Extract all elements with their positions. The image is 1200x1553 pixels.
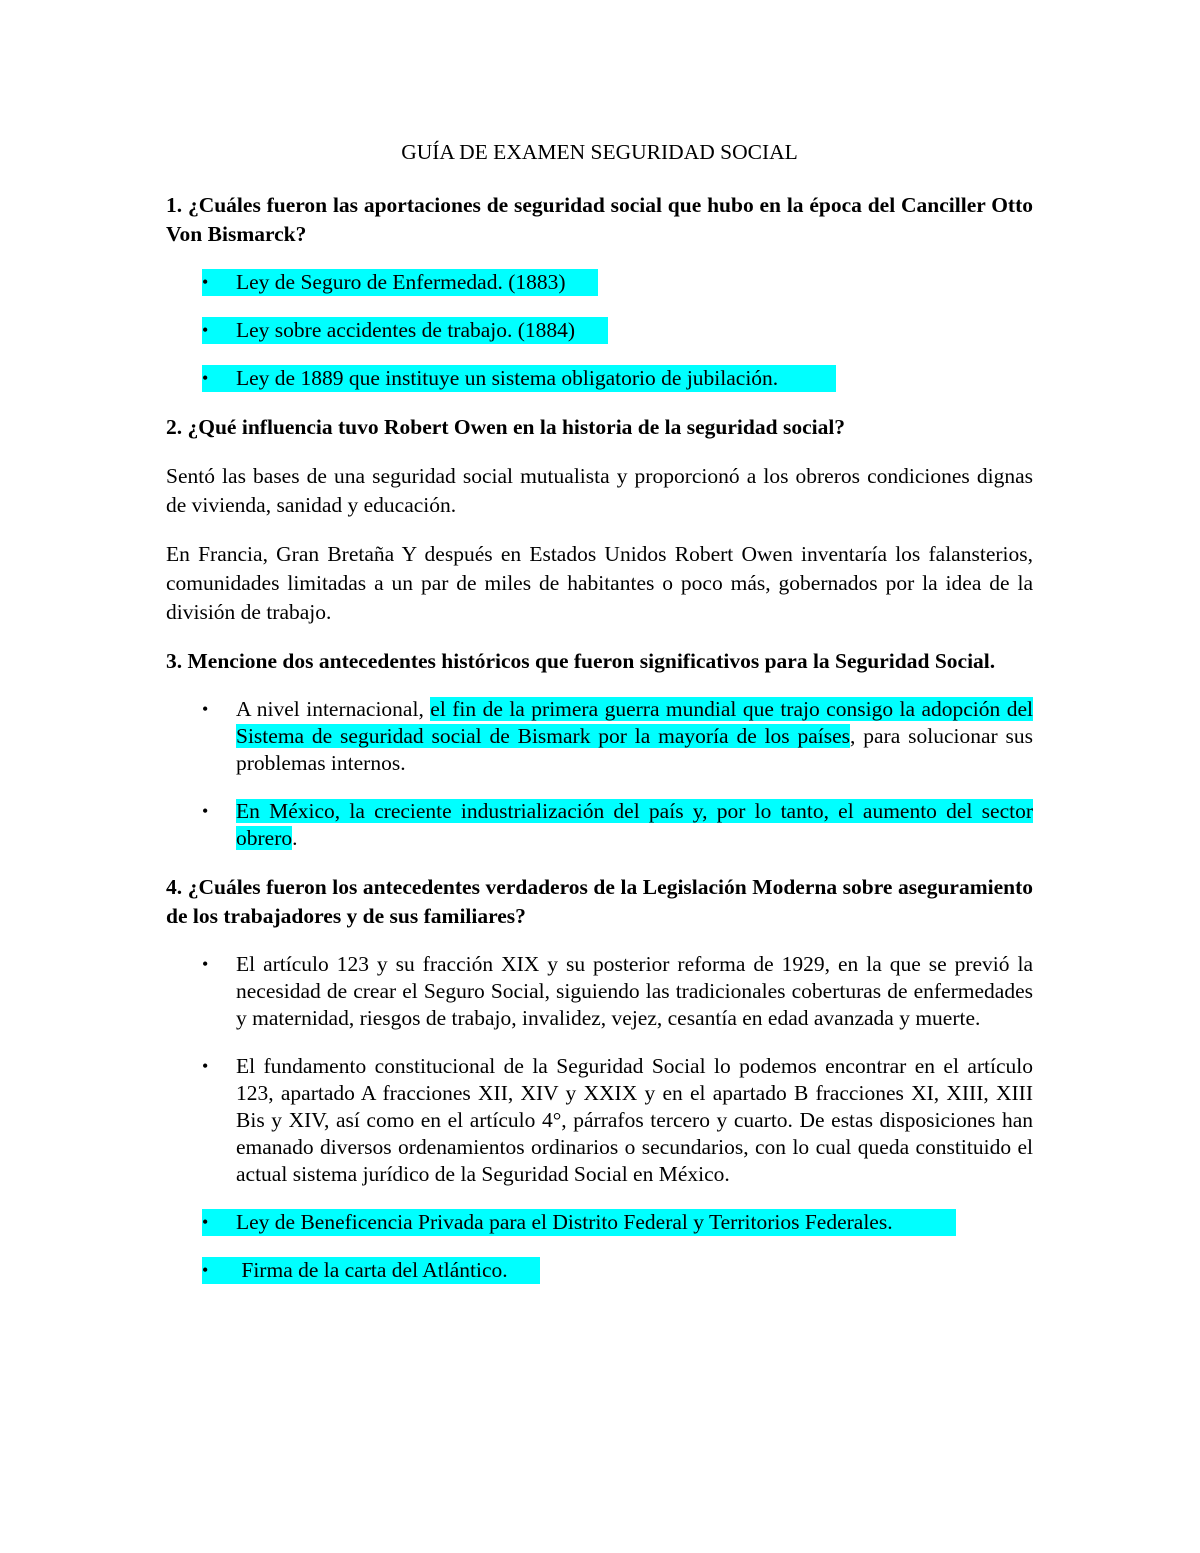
bullet-icon: • bbox=[202, 954, 209, 974]
bullet-icon: • bbox=[202, 1056, 209, 1076]
question-1-answer-list bbox=[166, 269, 1033, 392]
list-item bbox=[166, 951, 1033, 1032]
document-page bbox=[166, 138, 1033, 1305]
list-item-text: Ley sobre accidentes de trabajo. (1884) bbox=[236, 318, 576, 342]
list-item bbox=[166, 696, 1033, 777]
list-item-text: Ley de 1889 que instituye un sistema obligatorio de jubilación. bbox=[236, 366, 779, 390]
list-item-text: Ley de Seguro de Enfermedad. (1883) bbox=[236, 270, 566, 294]
list-item-text: Firma de la carta del Atlántico. bbox=[236, 1258, 508, 1282]
highlighted-text: En México, la creciente industrialización del país y, por lo tanto, el aumento del sector obrero bbox=[236, 799, 1033, 850]
question-2: 2. ¿Qué influencia tuvo Robert Owen en la historia de la seguridad social? bbox=[166, 415, 846, 439]
bullet-icon: • bbox=[202, 801, 209, 821]
list-item-text: Ley de Beneficencia Privada para el Distrito Federal y Territorios Federales. bbox=[236, 1210, 893, 1234]
list-item bbox=[202, 269, 598, 296]
bullet-icon: • bbox=[202, 320, 209, 340]
list-item-text: El artículo 123 y su fracción XIX y su posterior reforma de 1929, en la que se previó la necesidad de crear el Seguro Social, siguiendo las tradicionales coberturas de enfermedades y maternidad, riesgos de trabajo, invalidez, vejez, cesantía en edad avanzada y muerte. bbox=[236, 952, 1033, 1030]
question-1: 1. ¿Cuáles fueron las aportaciones de seguridad social que hubo en la época del Canciller Otto Von Bismarck? bbox=[166, 193, 1033, 246]
document-title: GUÍA DE EXAMEN SEGURIDAD SOCIAL bbox=[401, 140, 798, 164]
list-item bbox=[166, 1053, 1033, 1188]
question-2-paragraph: Sentó las bases de una seguridad social mutualista y proporcionó a los obreros condiciones dignas de vivienda, sanidad y educación. bbox=[166, 464, 1033, 517]
list-item bbox=[202, 365, 836, 392]
question-4: 4. ¿Cuáles fueron los antecedentes verdaderos de la Legislación Moderna sobre aseguramiento de los trabajadores y de sus familiares? bbox=[166, 875, 1033, 928]
list-item-text: El fundamento constitucional de la Seguridad Social lo podemos encontrar en el artículo 123, apartado A fracciones XII, XIV y XXIX y en el apartado B fracciones XI, XIII, XIII Bis y XIV, así como en el artículo 4°, párrafos tercero y cuarto. De estas disposiciones han emanado diversos ordenamientos ordinarios o secundarios, con lo cual queda constituido el actual sistema jurídico de la Seguridad Social en México. bbox=[236, 1054, 1033, 1186]
list-item-text: . bbox=[292, 826, 298, 850]
list-item bbox=[202, 317, 608, 344]
highlighted-text: el fin de la primera guerra mundial que trajo consigo la adopción del Sistema de seguridad social de Bismark por la mayoría de los países bbox=[236, 697, 1033, 748]
list-item bbox=[202, 1209, 956, 1236]
bullet-icon: • bbox=[202, 1212, 209, 1232]
question-3-answer-list bbox=[166, 696, 1033, 852]
bullet-icon: • bbox=[202, 368, 209, 388]
list-item bbox=[202, 1257, 540, 1284]
list-item-text: A nivel internacional, bbox=[236, 697, 431, 721]
list-item-text: , para solucionar sus problemas internos. bbox=[236, 724, 1033, 775]
bullet-icon: • bbox=[202, 1260, 209, 1280]
bullet-icon: • bbox=[202, 699, 209, 719]
question-2-paragraph: En Francia, Gran Bretaña Y después en Estados Unidos Robert Owen inventaría los falansterios, comunidades limitadas a un par de miles de habitantes o poco más, gobernados por la idea de la división de trabajo. bbox=[166, 542, 1033, 624]
question-3: 3. Mencione dos antecedentes históricos que fueron significativos para la Seguridad Social. bbox=[166, 649, 996, 673]
bullet-icon: • bbox=[202, 272, 209, 292]
question-4-answer-list bbox=[166, 951, 1033, 1284]
list-item bbox=[166, 798, 1033, 852]
